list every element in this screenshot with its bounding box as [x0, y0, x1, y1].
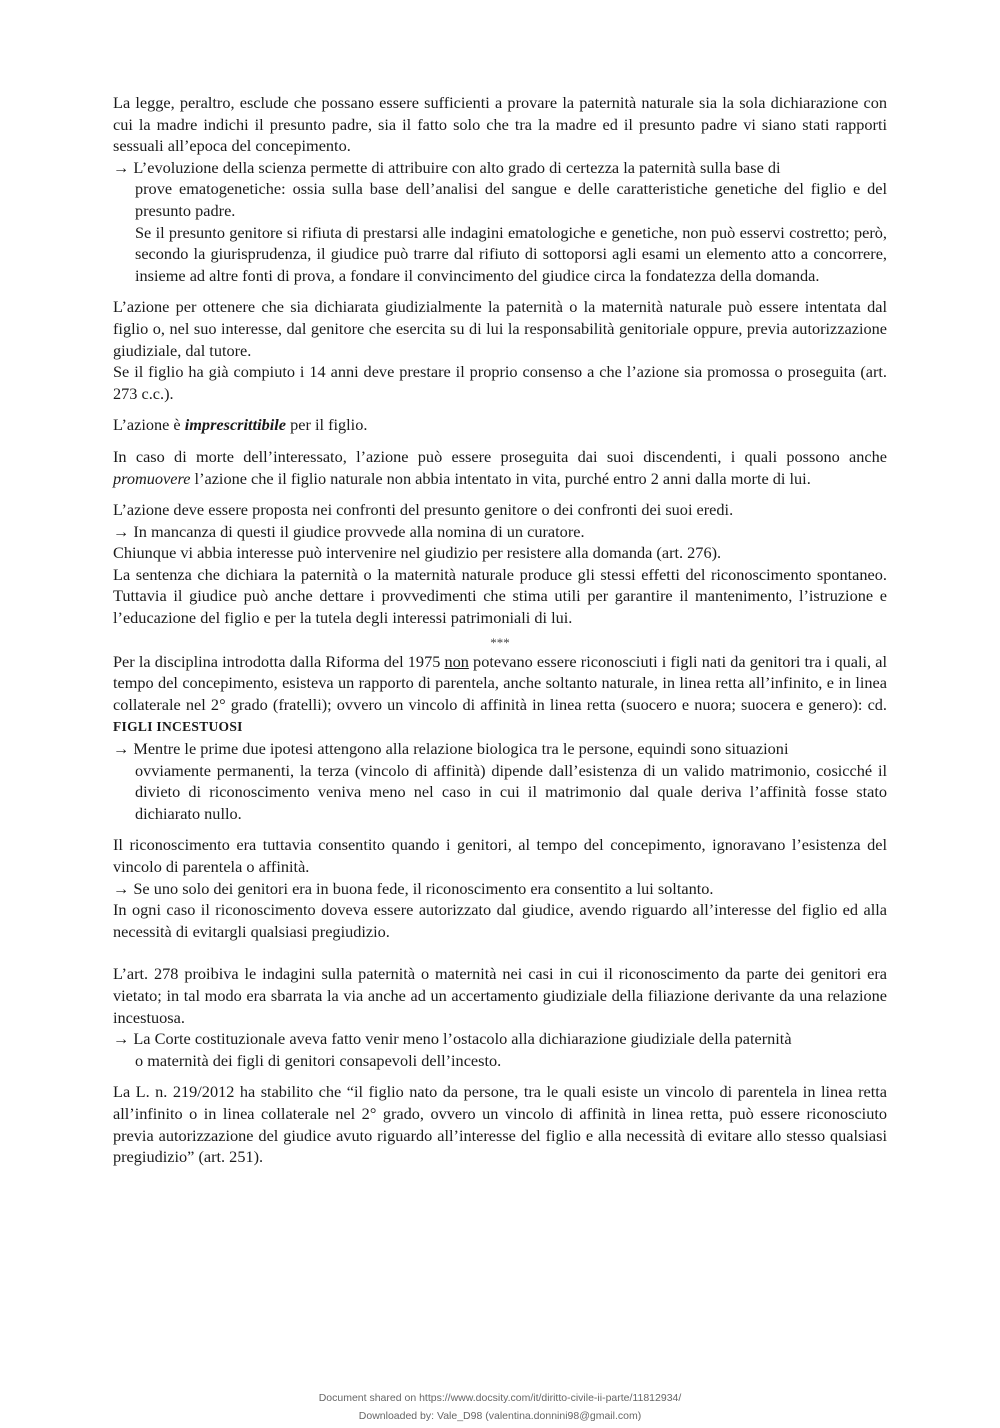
- paragraph-court-rest: o maternità dei figli di genitori consapevoli dell’incesto.: [135, 1050, 502, 1070]
- paragraph-hypotheses-arrow: → Mentre le prime due ipotesi attengono alla relazione biologica tra le persone, equindi sono situazioni: [113, 739, 789, 759]
- paragraph-good-faith-arrow: → Se uno solo dei genitori era in buona fede, il riconoscimento era consentito a lui soltanto.: [113, 878, 714, 898]
- paragraph-curator-arrow: → In mancanza di questi il giudice provvede alla nomina di un curatore.: [113, 521, 585, 541]
- paragraph-action-standing: L’azione per ottenere che sia dichiarata giudizialmente la paternità o la maternità naturale può essere intentata dal figlio o, nel suo interesse, dal genitore che esercita su di lui la responsabilità genitoriale oppure, previa autorizzazione giudiziale, dal tutore.: [113, 297, 887, 360]
- paragraph-paternity-proof: La legge, peraltro, esclude che possano essere sufficienti a provare la paternità naturale sia la sola dichiarazione con cui la madre indichi il presunto padre, sia il fatto solo che tra la madre ed il presunto padre vi siano stati rapporti sessuali all’epoca del concepimento.: [113, 93, 887, 156]
- section-separator: ***: [490, 634, 510, 650]
- footer-shared-link[interactable]: Document shared on https://www.docsity.com/it/diritto-civile-ii-parte/11812934/: [318, 1392, 682, 1404]
- paragraph-defendant: L’azione deve essere proposta nei confronti del presunto genitore o dei confronti dei suoi eredi.: [113, 500, 734, 520]
- paragraph-law-219-2012: La L. n. 219/2012 ha stabilito che “il figlio nato da persone, tra le quali esiste un vincolo di parentela in linea retta all’infinito o in linea collaterale nel 2° grado, ovvero un vincolo di affinità in linea retta, può essere riconosciuto previa autorizzazione del giudice avuto riguardo all’interesse del figlio e alla necessità di evitare allo stesso qualsiasi pregiudizio” (art. 251).: [113, 1082, 887, 1167]
- paragraph-consent-14: Se il figlio ha già compiuto i 14 anni deve prestare il proprio consenso a che l’azione sia promossa o proseguita (art. 273 c.c.).: [113, 362, 887, 403]
- paragraph-judge-authorization: In ogni caso il riconoscimento doveva essere autorizzato dal giudice, avendo riguardo all’interesse del figlio ed alla necessità di evitargli qualsiasi pregiudizio.: [113, 900, 887, 941]
- paragraph-science-arrow: → L’evoluzione della scienza permette di attribuire con alto grado di certezza la paternità sulla base di: [113, 157, 781, 177]
- paragraph-death-heirs: In caso di morte dell’interessato, l’azione può essere proseguita dai suoi discendenti, i quali possono anche promuovere l’azione che il figlio naturale non abbia intentato in vita, purché entro 2 anni dalla morte di lui.: [113, 446, 887, 488]
- emphasis-promuovere: promuovere: [113, 468, 191, 488]
- document-body: [113, 92, 887, 1168]
- paragraph-science-rest: prove ematogenetiche: ossia sulla base dell’analisi del sangue e delle caratteristiche genetiche del figlio e del presunto padre.: [135, 179, 887, 220]
- footer-downloaded-by: Downloaded by: Vale_D98 (valentina.donnini98@gmail.com): [358, 1410, 642, 1422]
- paragraph-recognition-allowed: Il riconoscimento era tuttavia consentito quando i genitori, al tempo del concepimento, ignoravano l’esistenza del vincolo di parentela o affinità.: [113, 835, 887, 876]
- paragraph-reform-1975: Per la disciplina introdotta dalla Riforma del 1975 non potevano essere riconosciuti i figli nati da genitori tra i quali, al tempo del concepimento, esisteva un rapporto di parentela, anche soltanto naturale, in linea retta all’infinito, e in linea collaterale nel 2° grado (fratelli); ovvero un vincolo di affinità in linea retta (suocero e nuora; suocera e genero): cd. FIGLI INCESTUOSI: [113, 651, 888, 735]
- paragraph-judgment-effects: La sentenza che dichiara la paternità o la maternità naturale produce gli stessi effetti del riconoscimento spontaneo. Tuttavia il giudice può anche dettare i provvedimenti che stima utili per garantire il mantenimento, l’istruzione e l’educazione del figlio e per la tutela degli interessi patrimoniali di lui.: [113, 564, 887, 628]
- paragraph-refusal: Se il presunto genitore si rifiuta di prestarsi alle indagini ematologiche e genetiche, non può esservi costretto; però, secondo la giurisprudenza, il giudice può trarre dal rifiuto di sottoporsi agli esami un elemento atto a concorrere, insieme ad altre fonti di prova, a fondare il convincimento del giudice circa la fondatezza della domanda.: [135, 222, 887, 285]
- paragraph-hypotheses-rest: ovviamente permanenti, la terza (vincolo di affinità) dipende dall’esistenza di un valido matrimonio, cosicché il divieto di riconoscimento veniva meno nel caso in cui il matrimonio dal quale deriva l’affinità fosse stato dichiarato nullo.: [135, 760, 887, 823]
- paragraph-intervention: Chiunque vi abbia interesse può intervenire nel giudizio per resistere alla domanda (art. 276).: [113, 543, 722, 563]
- underlined-non: non: [444, 651, 469, 671]
- paragraph-imprescriptible: L’azione è imprescrittibile per il figlio.: [113, 415, 368, 435]
- term-figli-incestuosi: FIGLI INCESTUOSI: [113, 719, 243, 735]
- paragraph-court-arrow: → La Corte costituzionale aveva fatto venir meno l’ostacolo alla dichiarazione giudiziale della paternità: [113, 1029, 792, 1049]
- emphasis-imprescrittibile: imprescrittibile: [184, 415, 287, 435]
- paragraph-art-278: L’art. 278 proibiva le indagini sulla paternità o maternità nei casi in cui il riconoscimento da parte dei genitori era vietato; in tal modo era sbarrata la via anche ad un accertamento giudiziale della filiazione derivante da una relazione incestuosa.: [113, 964, 887, 1027]
